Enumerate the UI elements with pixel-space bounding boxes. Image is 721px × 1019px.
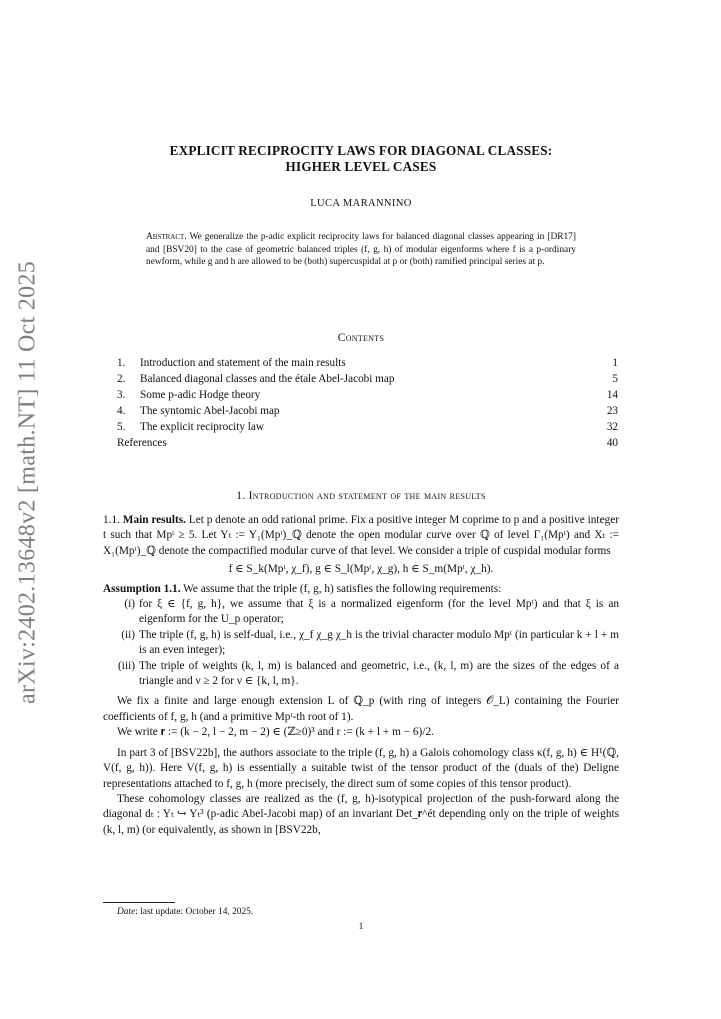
toc-entry-page: 40	[606, 437, 618, 449]
toc-entry-number: 5.	[117, 421, 126, 433]
toc-entry-page: 32	[606, 421, 618, 433]
toc-entry-page: 5	[612, 373, 618, 385]
page-number: 1	[358, 922, 364, 932]
toc-entry-title: Balanced diagonal classes and the étale Abel-Jacobi map	[140, 373, 395, 385]
toc-entry-number: 1.	[117, 357, 126, 369]
toc-entry-title: The syntomic Abel-Jacobi map	[140, 405, 280, 417]
toc-entry[interactable]	[117, 355, 618, 371]
paper-title	[103, 143, 619, 175]
author-name: LUCA MARANNINO	[310, 198, 412, 209]
toc-entry[interactable]	[117, 371, 618, 387]
footnote-label: Date	[117, 907, 136, 917]
assumption	[103, 582, 619, 597]
title-line-2: HIGHER LEVEL CASES	[285, 159, 437, 174]
requirement-item	[103, 659, 619, 690]
requirement-text: The triple of weights (k, l, m) is balanced and geometric, i.e., (k, l, m) are the sizes of the edges of a triangle and ν ≥ 2 for ν ∈ {k, l, m}.	[139, 659, 619, 688]
toc-entry-page: 14	[606, 389, 618, 401]
paragraph: These cohomology classes are realized as the (f, g, h)-isotypical projection of the push-forward along the diagonal dₜ : Yₜ ↪ Yₜ³ (p-adic Abel-Jacobi map) of an invariant Det_𝐫^ét depending only on the triple of weights (k, l, m) (or equivalently, as shown in [BSV22b,	[103, 792, 619, 836]
subsection-number: 1.1.	[103, 514, 120, 526]
paragraph: We fix a finite and large enough extension L of ℚ_p (with ring of integers 𝒪_L) containing the Fourier coefficients of f, g, h (and a primitive Mpᵗ-th root of 1).	[103, 695, 619, 723]
subsection-title: Main results.	[122, 514, 186, 526]
requirement-label: (i)	[124, 598, 135, 611]
abstract	[146, 231, 576, 269]
toc-entry-number: 4.	[117, 405, 126, 417]
paragraph-main-results	[103, 513, 619, 559]
title-line-1: EXPLICIT RECIPROCITY LAWS FOR DIAGONAL CLASSES:	[169, 143, 553, 158]
toc-entry-number: 3.	[117, 389, 126, 401]
toc-entry-page: 1	[612, 357, 618, 369]
toc-entry-title: The explicit reciprocity law	[140, 421, 264, 433]
paragraph: In part 3 of [BSV22b], the authors associate to the triple (f, g, h) a Galois cohomology class κ(f, g, h) ∈ H¹(ℚ, V(f, g, h)). Here V(f, g, h) is essentially a suitable twist of the tensor product of the (duals of the) Deligne representations attached to f, g, h (more precisely, the direct sum of some copies of this tensor product).	[103, 746, 619, 790]
display-formula: f ∈ S_k(Mpᵗ, χ_f), g ∈ S_l(Mpᵗ, χ_g), h ∈ S_m(Mpᵗ, χ_h).	[228, 563, 494, 576]
toc-entry-title: Some p-adic Hodge theory	[140, 389, 261, 401]
footnote-divider	[103, 902, 175, 903]
paragraph: We write 𝐫 := (k − 2, l − 2, m − 2) ∈ (ℤ≥0)³ and r := (k + l + m − 6)/2.	[117, 726, 434, 739]
section-body	[103, 513, 619, 838]
requirement-label: (ii)	[121, 628, 135, 641]
abstract-label: Abstract.	[146, 232, 187, 242]
requirements-list	[103, 597, 619, 689]
footnote-text: : last update: October 14, 2025.	[135, 907, 254, 917]
paragraph-text: Let p denote an odd rational prime. Fix a positive integer M coprime to p and a positive integer t such that Mpᵗ ≥ 5. Let Yₜ := Y₁(Mpᵗ)_ℚ denote the open modular curve over ℚ of level Γ₁(Mpᵗ) and Xₜ := X₁(Mpᵗ)_ℚ denote the compactified modular curve of that level. We consider a triple of cuspidal modular forms	[103, 514, 620, 557]
requirement-text: for ξ ∈ {f, g, h}, we assume that ξ is a normalized eigenform (for the level Mpᵗ) and that ξ is an eigenform for the U_p operator;	[139, 598, 619, 626]
toc-entry-number: 2.	[117, 373, 126, 385]
toc-entry[interactable]	[117, 419, 618, 435]
arxiv-identifier-stamp: arXiv:2402.13648v2 [math.NT] 11 Oct 2025	[14, 260, 41, 704]
requirement-text: The triple (f, g, h) is self-dual, i.e., χ_f χ_g χ_h is the trivial character modulo Mpᵗ (in particular k + l + m is an even integer);	[139, 628, 619, 657]
toc-entry-references[interactable]	[117, 435, 618, 451]
section-heading: 1. Introduction and statement of the main results	[236, 490, 486, 502]
toc-entry[interactable]	[117, 387, 618, 403]
requirement-item	[103, 597, 619, 628]
toc-entry-title: Introduction and statement of the main results	[140, 357, 346, 369]
requirement-label: (iii)	[118, 659, 135, 672]
requirement-item	[103, 628, 619, 659]
toc-entry[interactable]	[117, 403, 618, 419]
footnote	[117, 907, 253, 917]
toc-entry-page: 23	[606, 405, 618, 417]
contents-heading: Contents	[337, 332, 385, 344]
assumption-text: We assume that the triple (f, g, h) satisfies the following requirements:	[180, 582, 502, 595]
toc-entry-title: References	[117, 437, 167, 449]
table-of-contents	[117, 355, 618, 451]
abstract-text: We generalize the p-adic explicit reciprocity laws for balanced diagonal classes appearing in [DR17] and [BSV20] to the case of geometric balanced triples (f, g, h) of modular eigenforms where f is a p-ordinary newform, while g and h are allowed to be (both) supercuspidal at p or (both) ramified principal series at p.	[146, 232, 576, 268]
assumption-label: Assumption 1.1.	[103, 582, 181, 595]
